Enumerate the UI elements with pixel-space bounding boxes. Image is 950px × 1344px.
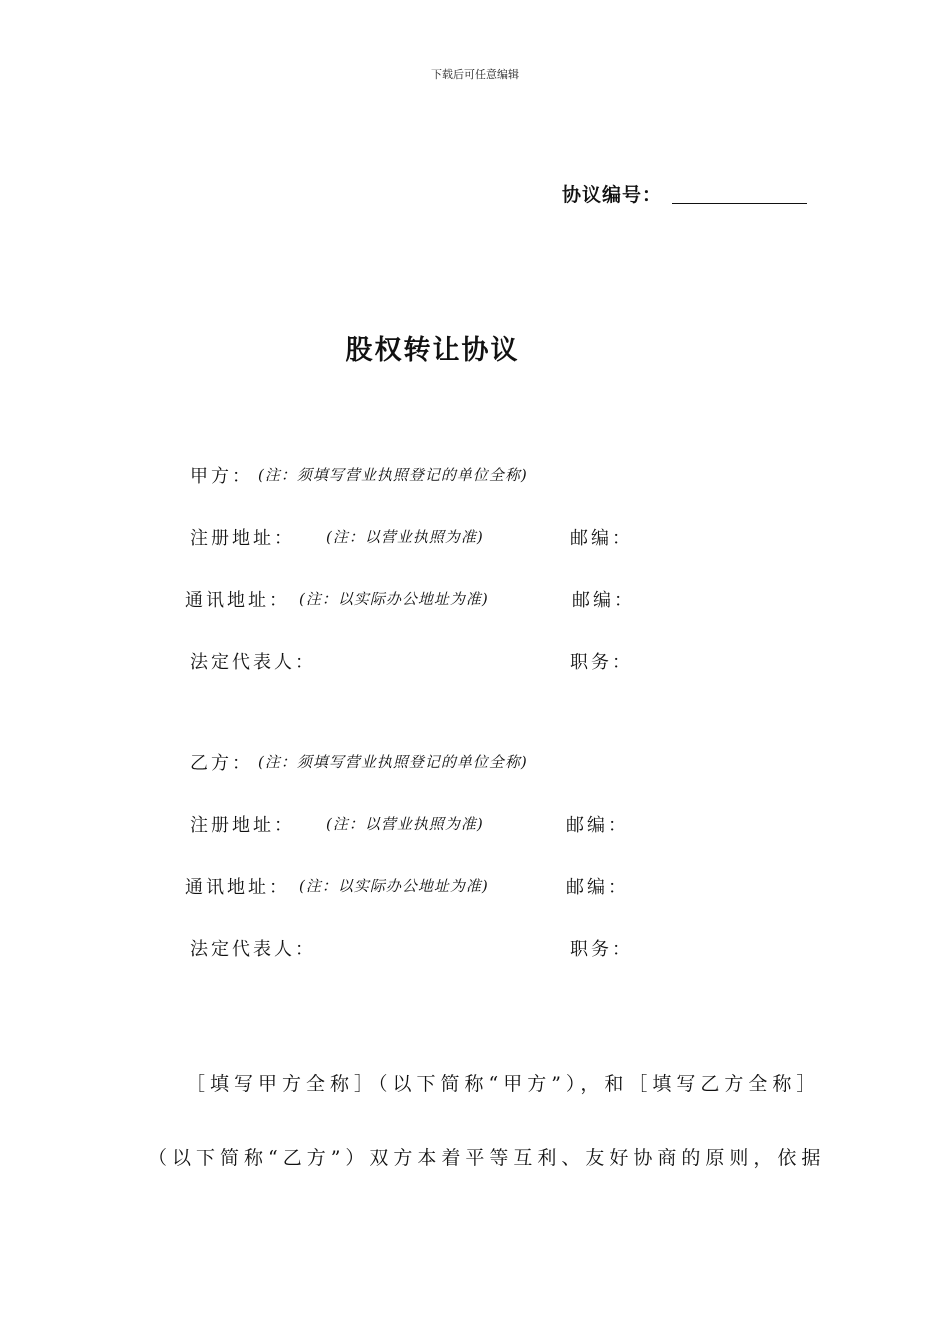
party-b-reg-address-label: 注册地址：: [190, 815, 295, 836]
party-b-label: 乙方：: [190, 753, 253, 774]
agreement-number-blank[interactable]: [672, 203, 807, 204]
party-b-mail-address-note: (注：以实际办公地址为准): [299, 877, 489, 895]
header-note: 下载后可任意编辑: [431, 68, 519, 81]
party-a-mail-address-note: (注：以实际办公地址为准): [299, 590, 489, 608]
document-title: 股权转让协议: [345, 335, 520, 366]
party-b-mail-address-label: 通讯地址：: [185, 877, 290, 898]
party-b-legal-rep-label: 法定代表人：: [190, 939, 316, 960]
party-b-name-note: (注：须填写营业执照登记的单位全称): [258, 753, 528, 771]
party-b-reg-address-note: (注：以营业执照为准): [326, 815, 484, 833]
party-a-reg-address-label: 注册地址：: [190, 528, 295, 549]
preamble-line-2: （以下简称“乙方”）双方本着平等互利、友好协商的原则，依据: [148, 1147, 826, 1169]
party-a-label: 甲方：: [190, 466, 253, 487]
party-a-mail-postcode-label: 邮编：: [572, 590, 635, 611]
party-a-reg-postcode-label: 邮编：: [570, 528, 633, 549]
agreement-number-label: 协议编号：: [562, 184, 663, 206]
party-a-mail-address-label: 通讯地址：: [185, 590, 290, 611]
party-b-reg-postcode-label: 邮编：: [566, 815, 629, 836]
party-a-position-label: 职务：: [570, 652, 633, 673]
party-b-mail-postcode-label: 邮编：: [566, 877, 629, 898]
party-a-legal-rep-label: 法定代表人：: [190, 652, 316, 673]
party-a-reg-address-note: (注：以营业执照为准): [326, 528, 484, 546]
party-a-name-note: (注：须填写营业执照登记的单位全称): [258, 466, 528, 484]
party-b-position-label: 职务：: [570, 939, 633, 960]
preamble-line-1: ［填写甲方全称］（以下简称“甲方”），和［填写乙方全称］: [186, 1073, 821, 1095]
